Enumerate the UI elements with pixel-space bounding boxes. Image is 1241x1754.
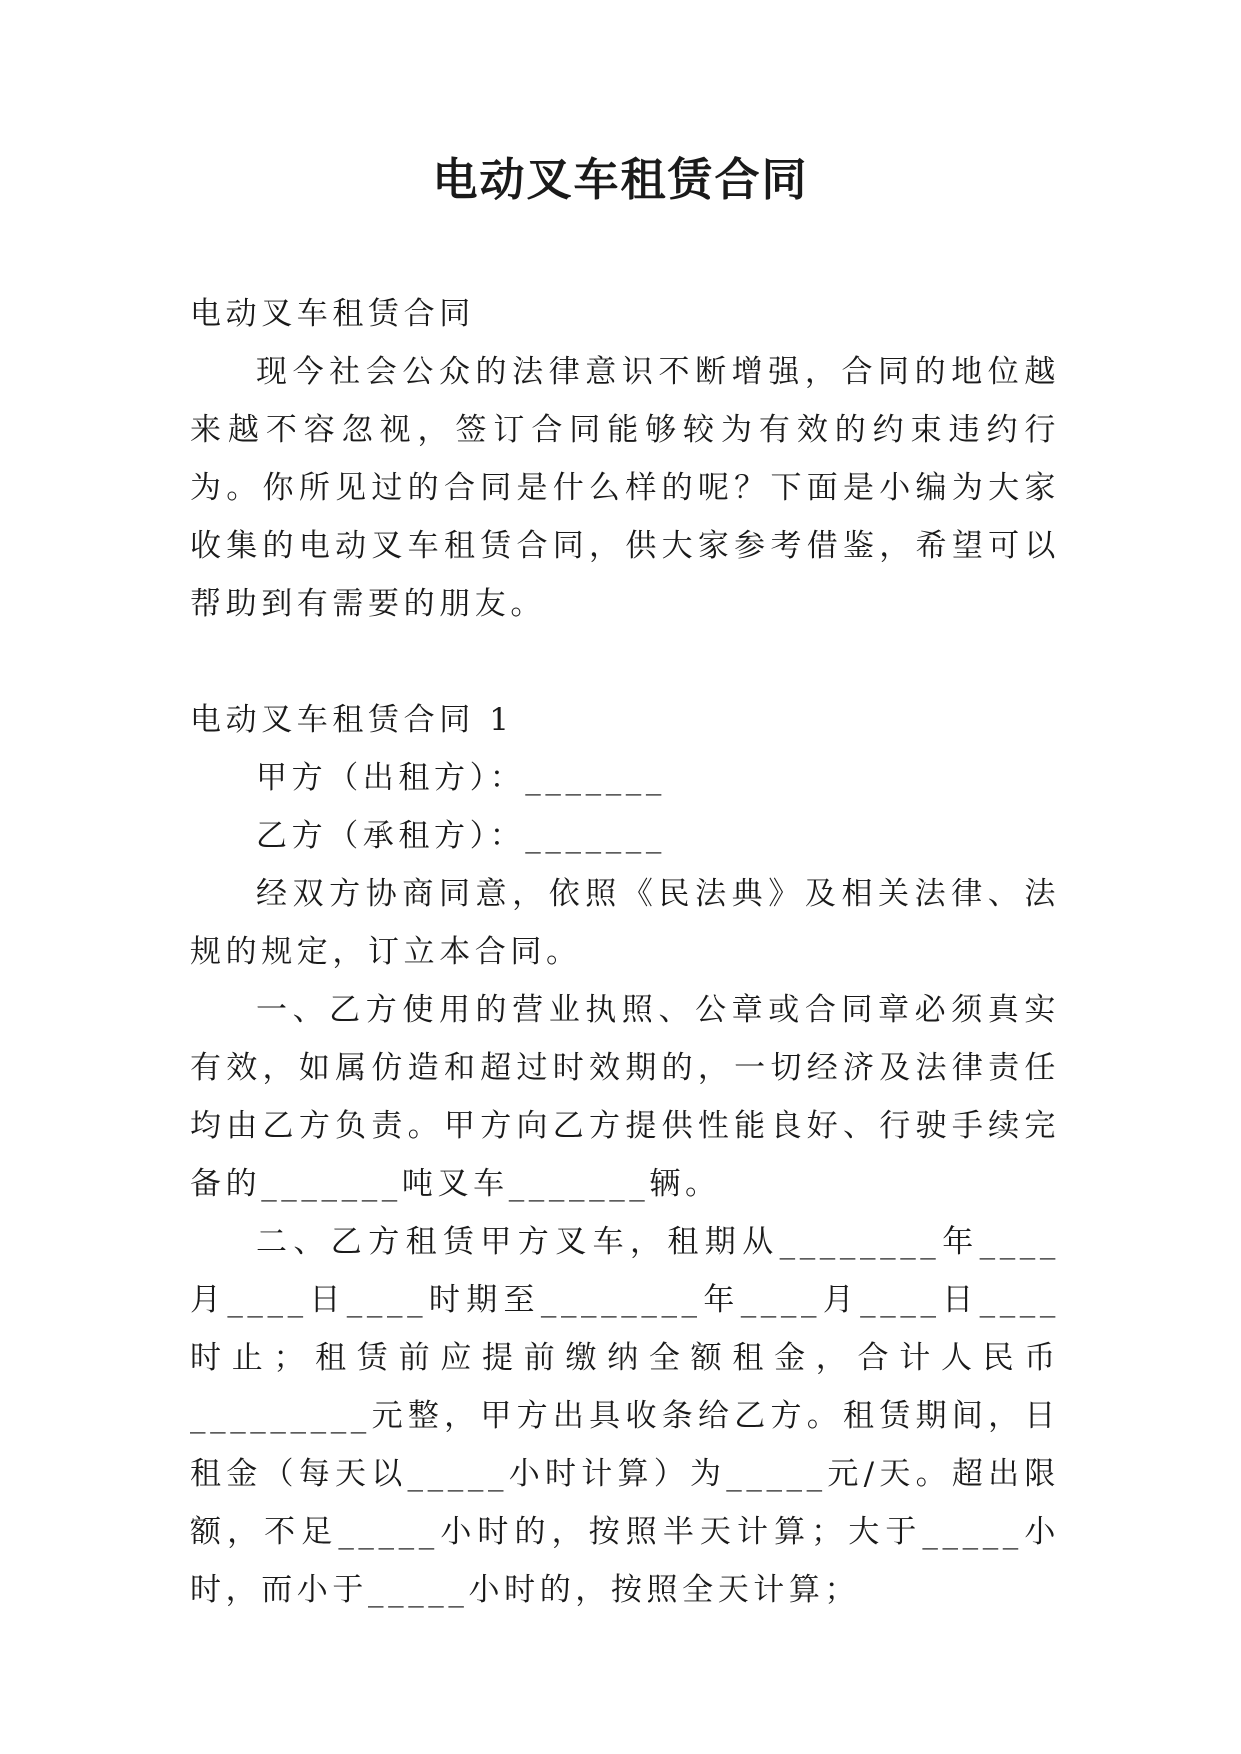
party-a-line: 甲方（出租方）：_______ xyxy=(256,760,666,796)
body-heading: 电动叉车租赁合同 xyxy=(190,296,475,332)
agreement-paragraph: 经双方协商同意，依照《民法典》及相关法律、法规的规定，订立本合同。 xyxy=(190,876,1060,970)
document-body xyxy=(190,285,1060,1619)
clause-two-paragraph: 二、乙方租赁甲方叉车，租期从________年____月____日____时期至________年____月____日____时止；租赁前应提前缴纳全额租金，合计人民币_________元整，甲方出具收条给乙方。租赁期间，日租金（每天以_____小时计算）为_____元/天。超出限额，不足_____小时的，按照半天计算；大于_____小时，而小于_____小时的，按照全天计算； xyxy=(190,1224,1060,1608)
section-heading: 电动叉车租赁合同 1 xyxy=(190,702,514,738)
document-title: 电动叉车租赁合同 xyxy=(432,153,809,206)
intro-paragraph: 现今社会公众的法律意识不断增强，合同的地位越来越不容忽视，签订合同能够较为有效的约束违约行为。你所见过的合同是什么样的呢？下面是小编为大家收集的电动叉车租赁合同，供大家参考借鉴，希望可以帮助到有需要的朋友。 xyxy=(190,354,1060,622)
party-b-line: 乙方（承租方）：_______ xyxy=(256,818,666,854)
paragraph-gap xyxy=(190,633,1060,691)
clause-one-paragraph: 一、乙方使用的营业执照、公章或合同章必须真实有效，如属仿造和超过时效期的，一切经济及法律责任均由乙方负责。甲方向乙方提供性能良好、行驶手续完备的_______吨叉车_______辆。 xyxy=(190,992,1060,1202)
